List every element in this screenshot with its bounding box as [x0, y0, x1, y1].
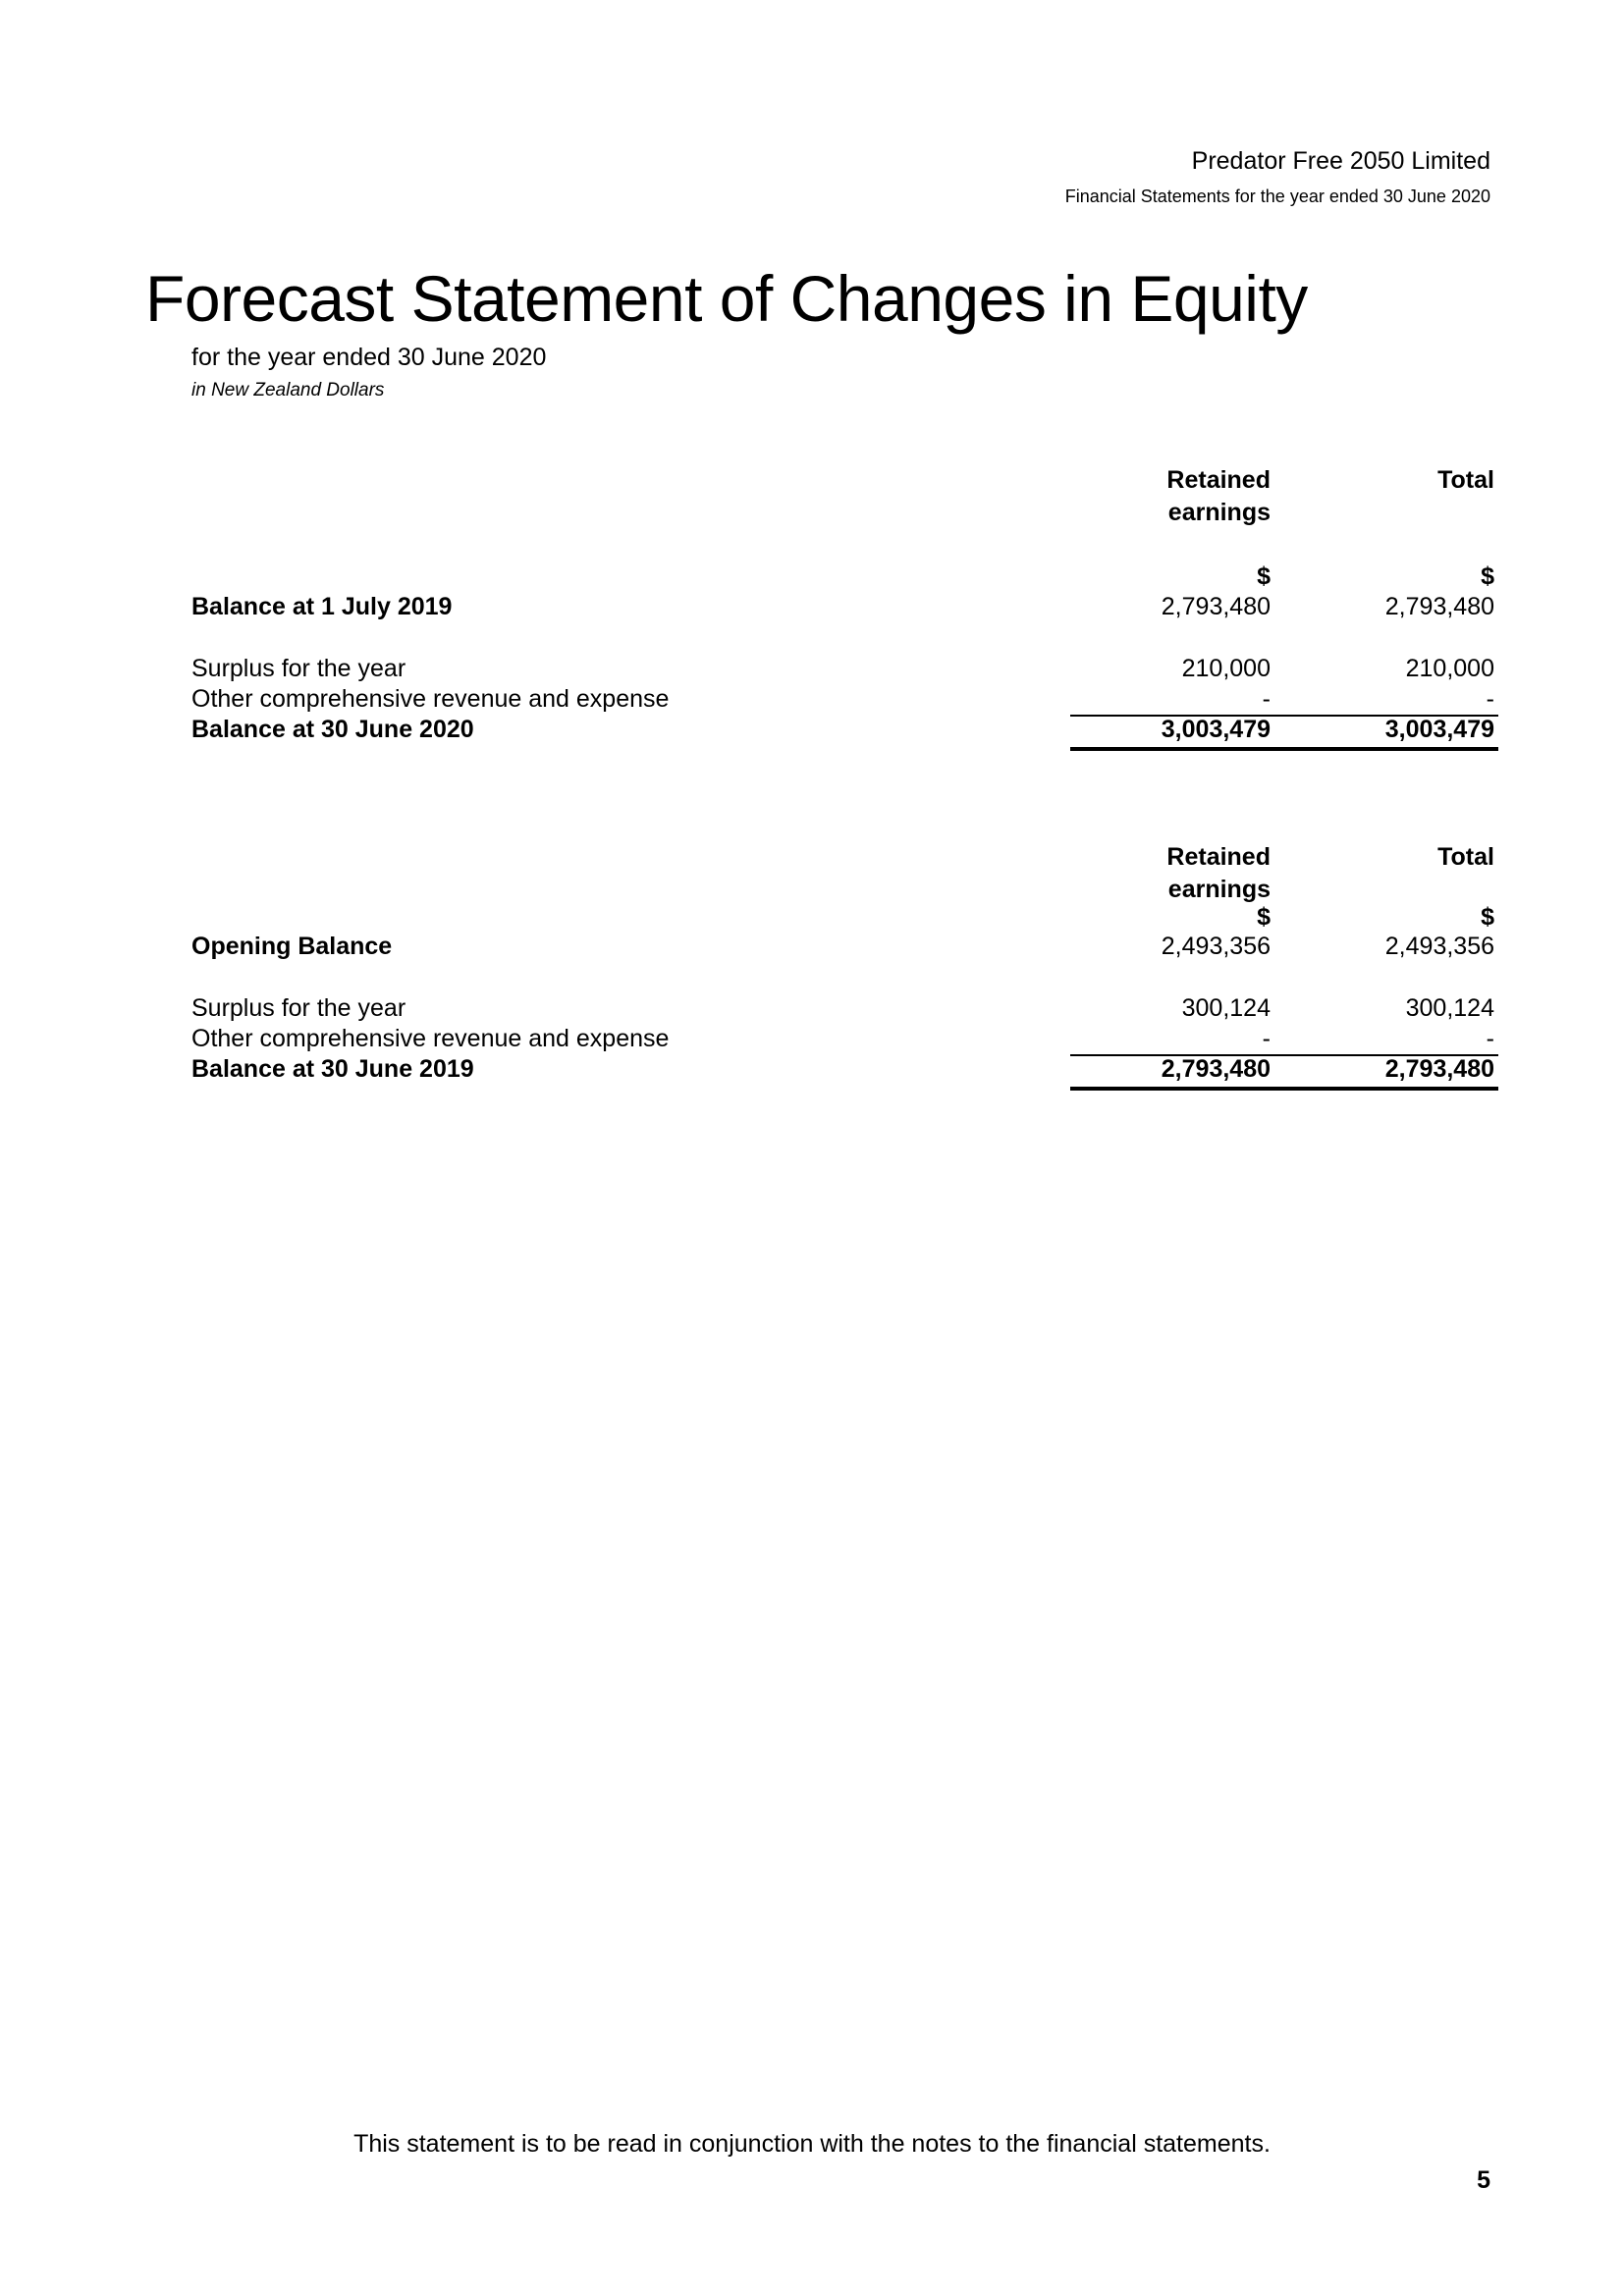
row-value-total: 2,793,480 [1384, 593, 1494, 620]
total-rule [1070, 1087, 1498, 1091]
row-value-total: 210,000 [1405, 655, 1494, 682]
row-label-ocre-2020: Other comprehensive revenue and expense [191, 685, 670, 713]
row-value-total: 2,493,356 [1384, 933, 1494, 960]
row-value-total: 300,124 [1405, 994, 1494, 1022]
company-name: Predator Free 2050 Limited [1191, 147, 1490, 175]
column-unit-total: $ [1481, 562, 1494, 590]
column-header-retained-line1: Retained [1166, 466, 1271, 494]
row-value-retained: 2,493,356 [1161, 933, 1271, 960]
column-unit-total: $ [1481, 903, 1494, 931]
period-text: for the year ended 30 June 2020 [191, 344, 547, 371]
column-header-total: Total [1437, 843, 1494, 871]
page-number: 5 [1477, 2166, 1490, 2194]
total-rule [1070, 747, 1498, 751]
column-unit-retained: $ [1257, 562, 1271, 590]
row-label-surplus-2020: Surplus for the year [191, 655, 406, 682]
row-label-opening-2020: Balance at 1 July 2019 [191, 593, 453, 620]
row-value-total: - [1486, 685, 1494, 713]
column-header-retained-line2: earnings [1167, 876, 1271, 903]
row-value-total: 2,793,480 [1384, 1055, 1494, 1083]
row-value-retained: 3,003,479 [1161, 716, 1271, 743]
row-label-surplus-2019: Surplus for the year [191, 994, 406, 1022]
column-header-total: Total [1437, 466, 1494, 494]
page-title: Forecast Statement of Changes in Equity [145, 262, 1308, 335]
row-label-closing-2019: Balance at 30 June 2019 [191, 1055, 474, 1083]
column-header-retained-line1: Retained [1166, 843, 1271, 871]
currency-note: in New Zealand Dollars [191, 380, 385, 400]
row-value-total: - [1486, 1025, 1494, 1052]
row-value-retained: 300,124 [1181, 994, 1271, 1022]
row-value-retained: 2,793,480 [1161, 1055, 1271, 1083]
document-subtitle: Financial Statements for the year ended 30 June 2020 [1064, 187, 1490, 206]
row-value-retained: - [1262, 1025, 1271, 1052]
row-label-opening-2019: Opening Balance [191, 933, 393, 960]
footer-note: This statement is to be read in conjunction with the notes to the financial statements. [353, 2130, 1271, 2158]
row-label-closing-2020: Balance at 30 June 2020 [191, 716, 474, 743]
row-value-retained: 210,000 [1181, 655, 1271, 682]
column-header-retained-line2: earnings [1167, 499, 1271, 526]
row-label-ocre-2019: Other comprehensive revenue and expense [191, 1025, 670, 1052]
column-unit-retained: $ [1257, 903, 1271, 931]
row-value-retained: 2,793,480 [1161, 593, 1271, 620]
row-value-retained: - [1262, 685, 1271, 713]
row-value-total: 3,003,479 [1384, 716, 1494, 743]
